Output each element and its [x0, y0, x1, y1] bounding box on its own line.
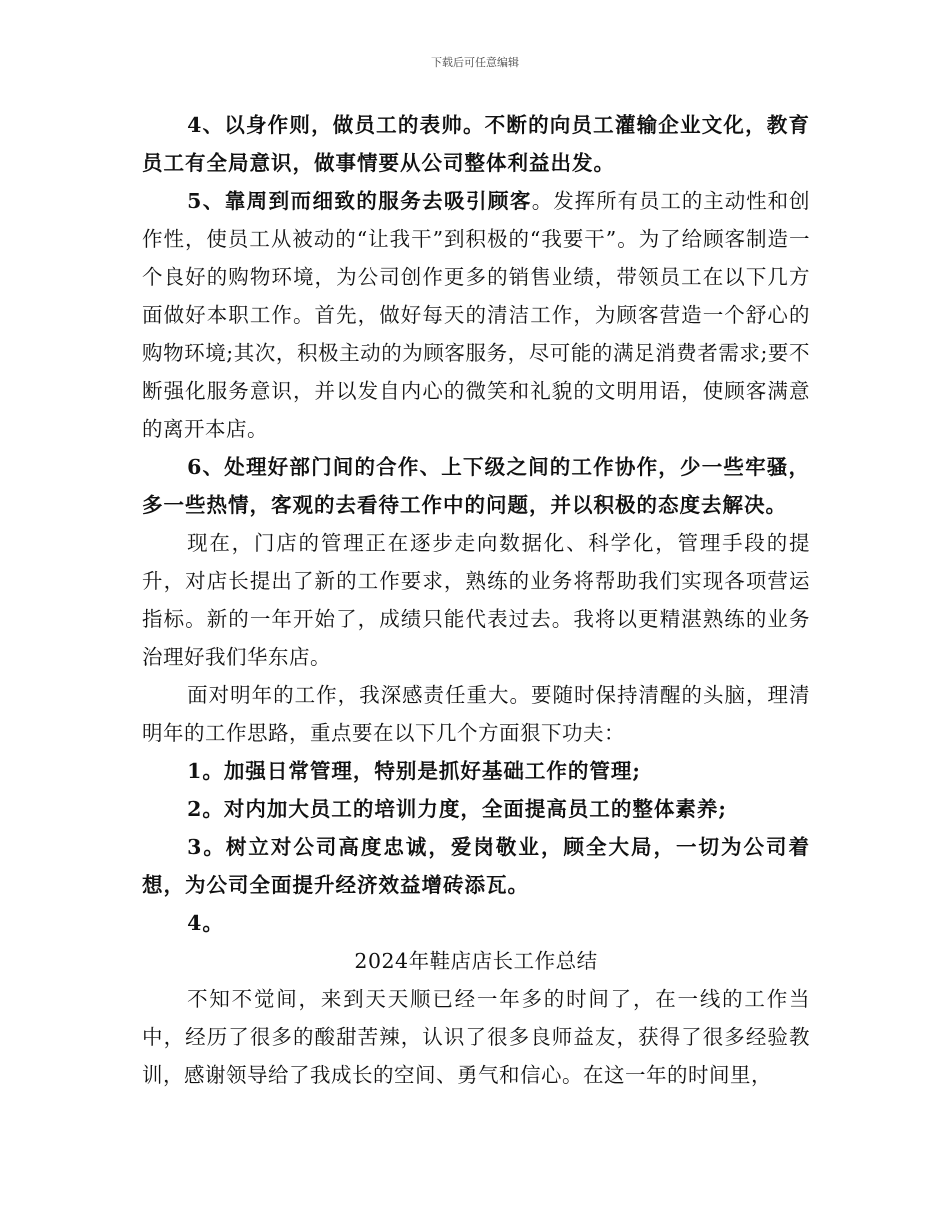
document-body: [142, 106, 810, 1094]
page-header-note: 下载后可任意编辑: [431, 56, 519, 69]
paragraph-item-4: 4、以身作则，做员工的表帅。不断的向员工灌输企业文化，教育员工有全局意识，做事情要从公司整体利益出发。: [142, 113, 810, 175]
section-title: 2024年鞋店店长工作总结: [354, 949, 598, 973]
paragraph-item-6: 6、处理好部门间的合作、上下级之间的工作协作，少一些牢骚，多一些热情，客观的去看待工作中的问题，并以积极的态度去解决。: [142, 455, 810, 517]
paragraph-item-5-lead: 5、靠周到而细致的服务去吸引顾客: [187, 189, 532, 213]
list-item-1: 1。加强日常管理，特别是抓好基础工作的管理;: [187, 759, 641, 783]
list-item-3: 3。树立对公司高度忠诚，爱岗敬业，顾全大局，一切为公司着想，为公司全面提升经济效益增砖添瓦。: [142, 835, 810, 897]
paragraph-item-5: [142, 182, 810, 448]
paragraph-next-year: 面对明年的工作，我深感责任重大。要随时保持清醒的头脑，理清明年的工作思路，重点要在以下几个方面狠下功夫：: [142, 683, 810, 745]
paragraph-management-progress: 现在，门店的管理正在逐步走向数据化、科学化，管理手段的提升，对店长提出了新的工作要求，熟练的业务将帮助我们实现各项营运指标。新的一年开始了，成绩只能代表过去。我将以更精湛熟练的业务治理好我们华东店。: [142, 531, 810, 669]
list-item-2: 2。对内加大员工的培训力度，全面提高员工的整体素养;: [187, 797, 727, 821]
paragraph-intro: 不知不觉间，来到天天顺已经一年多的时间了，在一线的工作当中，经历了很多的酸甜苦辣，认识了很多良师益友，获得了很多经验教训，感谢领导给了我成长的空间、勇气和信心。在这一年的时间里，: [142, 987, 810, 1087]
paragraph-item-5-body: 。发挥所有员工的主动性和创作性，使员工从被动的“让我干”到积极的“我要干”。为了给顾客制造一个良好的购物环境，为公司创作更多的销售业绩，带领员工在以下几方面做好本职工作。首先，做好每天的清洁工作，为顾客营造一个舒心的购物环境;其次，积极主动的为顾客服务，尽可能的满足消费者需求;要不断强化服务意识，并以发自内心的微笑和礼貌的文明用语，使顾客满意的离开本店。: [142, 189, 810, 441]
list-item-4: 4。: [187, 911, 224, 935]
